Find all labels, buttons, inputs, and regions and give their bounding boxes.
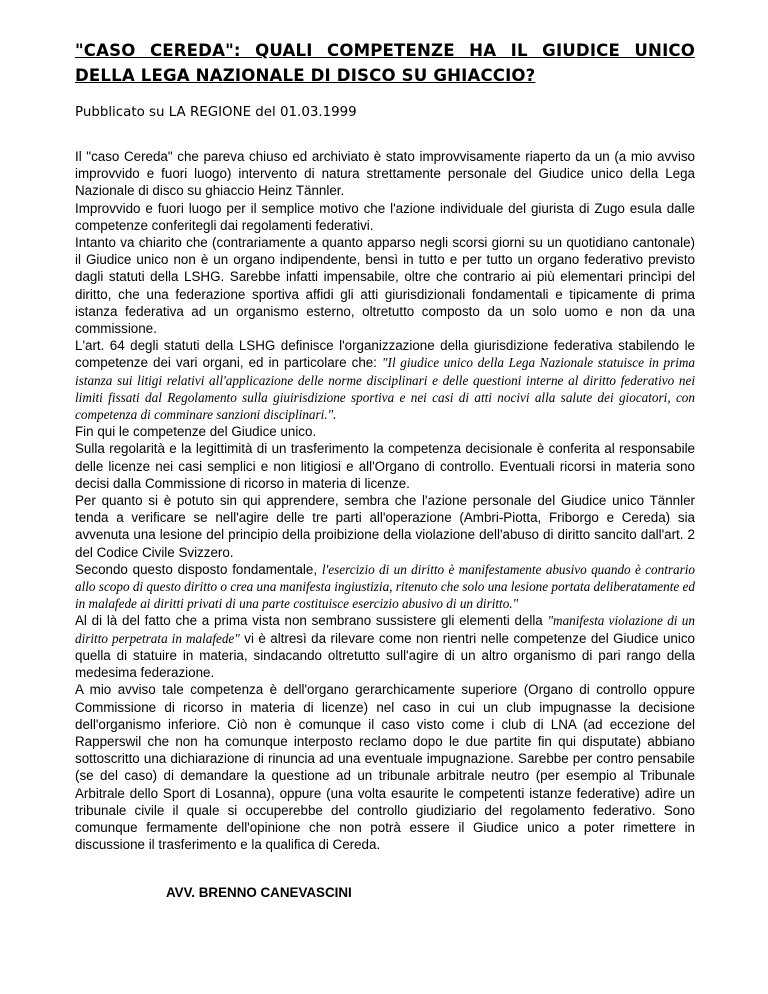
paragraph: Il "caso Cereda" che pareva chiuso ed archiviato è stato improvvisamente riaperto da un (a mio avviso improvvido e fuori luogo) intervento di natura strettamente personale del Giudice unico della Lega Nazionale di disco su ghiaccio Heinz Tännler. (75, 149, 695, 199)
statute-quote: "Il giudice unico della Lega Nazionale statuisce in prima istanza sui litigi relativi all'applicazione delle norme disciplinari e delle questioni interne al diritto federativo nei limiti fissati dal Regolamento sulla giuirisdizione sportiva e nei casi di atti nocivi alla salute dei giocatori, con competenza di comminare sanzioni disciplinari.". (75, 355, 695, 423)
paragraph: A mio avviso tale competenza è dell'organo gerarchicamente superiore (Organo di controllo oppure Commissione di ricorso in materia di licenze) nel caso in cui un club impugnasse la decisione dell'organismo inferiore. Ciò non è comunque il caso visto come i club di LNA (ad eccezione del Rapperswil che non ha comunque interposto reclamo dopo le due partite fin qui disputate) abbiano sottoscritto una dichiarazione di rinuncia ad una eventuale impugnazione. Sarebbe per contro pensabile (se del caso) di demandare la questione ad un tribunale arbitrale neutro (per esempio al Tribunale Arbitrale dello Sport di Losanna), oppure (una volta esaurite le competenti istanze federative) adìre un tribunale civile il quale si occuperebbe del controllo giudiziario del regolamento federativo. Sono comunque fermamente dell'opinione che non potrà essere il Giudice unico a poter rimettere in discussione il trasferimento e la qualifica di Cereda. (75, 682, 695, 853)
article-title: "CASO CEREDA": QUALI COMPETENZE HA IL GIUDICE UNICO DELLA LEGA NAZIONALE DI DISCO SU GHIACCIO? (75, 41, 695, 85)
paragraph (75, 612, 695, 681)
paragraph-text: vi è altresì da rilevare come non rientri nelle competenze del Giudice unico quella di statuire in materia, sindacando oltretutto sull'agire di un altro organismo di pari rango della medesima federazione. (75, 630, 695, 681)
paragraph-text: L'art. 64 degli statuti della LSHG definisce l'organizzazione della giurisdizione federativa stabilendo le competenze dei vari organi, ed in particolare che: (75, 338, 695, 371)
paragraph-text: Secondo questo disposto fondamentale, (75, 561, 322, 577)
paragraph (75, 337, 695, 423)
publication-line: Pubblicato su LA REGIONE del 01.03.1999 (75, 105, 357, 120)
paragraph: Per quanto si è potuto sin qui apprendere, sembra che l'azione personale del Giudice unico Tännler tenda a verificare se nell'agire delle tre parti all'operazione (Ambri-Piotta, Friborgo e Cereda) sia avvenuta una lesione del principio della proibizione della violazione dell'abuso di diritto sancito dall'art. 2 del Codice Civile Svizzero. (75, 493, 695, 560)
paragraph: Improvvido e fuori luogo per il semplice motivo che l'azione individuale del giurista di Zugo esula dalle competenze conferitegli dai regolamenti federativi. (75, 200, 695, 233)
author-signature: AVV. BRENNO CANEVASCINI (166, 885, 352, 901)
document-page (75, 38, 695, 900)
paragraph-text: Al di là del fatto che a prima vista non sembrano sussistere gli elementi della (75, 613, 548, 629)
article-body (75, 148, 695, 853)
paragraph: Sulla regolarità e la legittimità di un trasferimento la competenza decisionale è conferita al responsabile delle licenze nei casi semplici e non litigiosi e all'Organo di controllo. Eventuali ricorsi in materia sono decisi dalla Commissione di ricorso in materia di licenze. (75, 441, 695, 491)
paragraph (75, 561, 695, 613)
paragraph: Intanto va chiarito che (contrariamente a quanto apparso negli scorsi giorni su un quotidiano cantonale) il Giudice unico non è un organo indipendente, bensì in tutto e per tutto un organo federativo previsto dagli statuti della LSHG. Sarebbe infatti impensabile, oltre che contrario ai più elementari princìpi del diritto, che una federazione sportiva affidi gli atti giurisdizionali fondamentali e tipicamente di prima istanza federativa ad un organismo esterno, oltretutto composto da un solo uomo e non da una commissione. (75, 235, 695, 337)
paragraph: Fin qui le competenze del Giudice unico. (75, 424, 317, 440)
inline-quote: "manifesta violazione di un diritto perpetrata in malafede" (75, 613, 695, 646)
civil-code-quote: l'esercizio di un diritto è manifestamente abusivo quando è contrario allo scopo di questo diritto o crea una manifesta ingiustizia, ritenuto che solo una lesione portata deliberatamente ed in malafede ai diritti privati di una parte costituisce esercizio abusivo di un diritto." (75, 561, 695, 612)
